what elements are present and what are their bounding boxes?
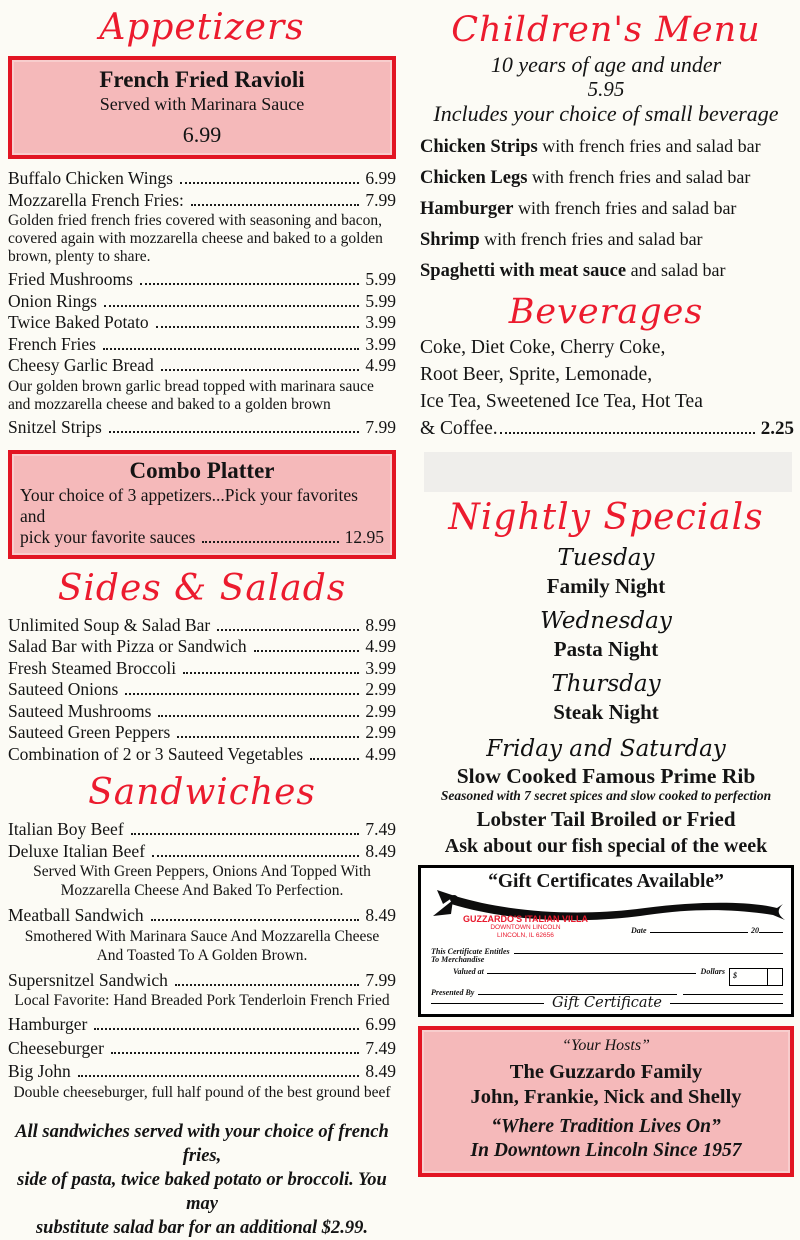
dot-leader bbox=[158, 715, 359, 717]
menu-item-row bbox=[8, 819, 396, 841]
dot-leader bbox=[109, 431, 360, 433]
hosts-names: John, Frankie, Nick and Shelly bbox=[470, 1086, 742, 1108]
dot-leader bbox=[103, 348, 359, 350]
item-name: Mozzarella French Fries: bbox=[8, 189, 184, 210]
childrens-beverage-note: Includes your choice of small beverage bbox=[433, 101, 779, 126]
gift-certificate-script-label: Gift Certificate bbox=[552, 995, 662, 1011]
gift-certificate-title: “Gift Certificates Available” bbox=[488, 871, 724, 892]
dot-leader bbox=[310, 758, 359, 760]
item-price: 2.99 bbox=[365, 722, 396, 742]
dot-leader bbox=[94, 1028, 359, 1030]
item-name: Salad Bar with Pizza or Sandwich bbox=[8, 636, 247, 656]
menu-item-row bbox=[8, 190, 396, 212]
menu-right-column bbox=[418, 0, 794, 1177]
childrens-item bbox=[420, 166, 794, 189]
combo-platter-box bbox=[8, 450, 396, 559]
menu-item-row bbox=[8, 417, 396, 439]
sandwich-footer-note bbox=[8, 1120, 396, 1240]
item-name: Big John bbox=[8, 1061, 71, 1081]
scan-artifact-block bbox=[424, 452, 792, 492]
menu-item-row bbox=[8, 1038, 396, 1060]
special-name: Pasta Night bbox=[553, 637, 659, 661]
item-price: 4.99 bbox=[365, 636, 396, 656]
item-name: Buffalo Chicken Wings bbox=[8, 168, 173, 188]
menu-item-row bbox=[8, 355, 396, 377]
signature-fill-line bbox=[683, 985, 783, 995]
special-name: Family Night bbox=[546, 574, 666, 598]
special-day: Thursday bbox=[551, 671, 661, 697]
item-description: Golden fried french fries covered with seasoning and bacon, covered again with mozzarella cheese and baked to a golden brown, plenty to share. bbox=[8, 212, 383, 265]
item-price: 8.49 bbox=[365, 840, 396, 861]
item-price: 5.99 bbox=[365, 269, 396, 289]
item-price: 3.99 bbox=[365, 312, 396, 332]
beverage-line: & Coffee. bbox=[420, 418, 498, 439]
dot-leader bbox=[500, 432, 755, 434]
item-price: 6.99 bbox=[365, 168, 396, 188]
special-day: Wednesday bbox=[540, 608, 672, 634]
item-name: Hamburger bbox=[8, 1014, 88, 1034]
date-label: Date bbox=[631, 926, 647, 935]
childrens-price: 5.95 bbox=[587, 77, 625, 101]
date-fill-line bbox=[650, 923, 748, 933]
item-name: Unlimited Soup & Salad Bar bbox=[8, 614, 211, 635]
item-price: 2.99 bbox=[365, 679, 396, 699]
cents-cell bbox=[768, 969, 782, 985]
dot-leader bbox=[254, 650, 360, 652]
hosts-tagline: “Where Tradition Lives On” bbox=[491, 1116, 721, 1137]
childrens-item-detail: with french fries and salad bar bbox=[537, 136, 761, 156]
special-name: Lobster Tail Broiled or Fried bbox=[476, 807, 736, 831]
beverage-price: 2.25 bbox=[760, 418, 794, 439]
dot-leader bbox=[191, 204, 359, 206]
childrens-item bbox=[420, 259, 794, 282]
special-day: Friday and Saturday bbox=[486, 736, 726, 762]
featured-price: 6.99 bbox=[182, 122, 222, 147]
menu-item-row bbox=[8, 905, 396, 927]
item-description: Served With Green Peppers, Onions And Topped With bbox=[33, 863, 371, 880]
menu-item-row bbox=[8, 658, 396, 680]
featured-title: French Fried Ravioli bbox=[99, 67, 305, 92]
childrens-item-detail: with french fries and salad bar bbox=[513, 198, 737, 218]
special-day: Tuesday bbox=[557, 545, 655, 571]
dot-leader bbox=[183, 672, 359, 674]
certificate-valued-row bbox=[453, 964, 783, 982]
sandwiches-heading: Sandwiches bbox=[88, 772, 316, 813]
menu-item-row bbox=[8, 722, 396, 744]
dot-leader bbox=[177, 736, 359, 738]
your-hosts-box bbox=[418, 1026, 794, 1177]
dot-leader bbox=[217, 629, 359, 631]
business-address: DOWNTOWN LINCOLN bbox=[490, 924, 561, 931]
beverage-line: Ice Tea, Sweetened Ice Tea, Hot Tea bbox=[420, 391, 703, 412]
childrens-item-name: Spaghetti with meat sauce bbox=[420, 261, 627, 281]
beverage-line: Root Beer, Sprite, Lemonade, bbox=[420, 364, 653, 385]
sides-items bbox=[8, 615, 396, 766]
item-name: Snitzel Strips bbox=[8, 416, 102, 437]
year-fill-line bbox=[759, 923, 783, 933]
item-price: 8.99 bbox=[365, 614, 396, 635]
item-price: 7.99 bbox=[365, 969, 396, 990]
footer-rule bbox=[670, 1002, 783, 1004]
business-address: LINCOLN, IL 62656 bbox=[497, 931, 554, 939]
dot-leader bbox=[111, 1052, 359, 1054]
certificate-business-block bbox=[463, 914, 588, 939]
dot-leader bbox=[202, 541, 338, 543]
dot-leader bbox=[78, 1075, 360, 1077]
special-name: Slow Cooked Famous Prime Rib bbox=[456, 764, 756, 788]
dot-leader bbox=[140, 283, 359, 285]
business-name: GUZZARDO'S ITALIAN VILLA bbox=[463, 914, 588, 924]
item-price: 4.99 bbox=[365, 743, 396, 764]
childrens-item bbox=[420, 135, 794, 158]
item-name: Combination of 2 or 3 Sauteed Vegetables bbox=[8, 743, 304, 764]
beverage-line: Coke, Diet Coke, Cherry Coke, bbox=[420, 337, 666, 358]
combo-price: 12.95 bbox=[344, 527, 384, 547]
item-price: 7.99 bbox=[365, 189, 396, 210]
item-description: Local Favorite: Hand Breaded Pork Tenderloin French Fried bbox=[14, 992, 390, 1009]
gift-certificate-box bbox=[418, 865, 794, 1017]
beverage-price-row bbox=[420, 415, 794, 442]
menu-item-row bbox=[8, 1061, 396, 1083]
childrens-item-name: Shrimp bbox=[420, 230, 480, 250]
hosts-tagline: In Downtown Lincoln Since 1957 bbox=[470, 1140, 742, 1161]
menu-item-row bbox=[8, 744, 396, 766]
special-detail: Seasoned with 7 secret spices and slow cooked to perfection bbox=[440, 788, 772, 803]
item-description: Smothered With Marinara Sauce And Mozzarella Cheese bbox=[24, 927, 380, 945]
dot-leader bbox=[152, 855, 359, 857]
footer-rule bbox=[431, 1002, 544, 1004]
item-name: Deluxe Italian Beef bbox=[8, 840, 146, 861]
presented-label: Presented By bbox=[431, 988, 475, 997]
special-note: Ask about our fish special of the week bbox=[444, 835, 768, 857]
item-name: Sauteed Green Peppers bbox=[8, 722, 171, 742]
menu-item-row bbox=[8, 291, 396, 313]
nightly-specials-heading: Nightly Specials bbox=[448, 497, 764, 538]
presented-fill-line bbox=[478, 985, 677, 995]
childrens-item-name: Chicken Legs bbox=[420, 168, 528, 188]
item-name: Twice Baked Potato bbox=[8, 312, 149, 332]
menu-item-row bbox=[8, 841, 396, 863]
featured-subtitle: Served with Marinara Sauce bbox=[99, 94, 305, 114]
menu-item-row bbox=[8, 701, 396, 723]
menu-item-row bbox=[8, 1014, 396, 1036]
menu-item-row bbox=[8, 970, 396, 992]
dot-leader bbox=[175, 984, 359, 986]
dot-leader bbox=[131, 833, 360, 835]
item-name: French Fries bbox=[8, 333, 96, 354]
item-name: Meatball Sandwich bbox=[8, 905, 144, 925]
combo-line2: pick your favorite sauces bbox=[20, 527, 196, 547]
dot-leader bbox=[104, 305, 359, 307]
dollar-sign: $ bbox=[730, 969, 768, 985]
item-name: Sauteed Onions bbox=[8, 679, 119, 699]
menu-item-row bbox=[8, 269, 396, 291]
childrens-item-name: Chicken Strips bbox=[420, 137, 538, 157]
menu-item-row bbox=[8, 312, 396, 334]
item-price: 6.99 bbox=[365, 1014, 396, 1034]
item-price: 2.99 bbox=[365, 700, 396, 721]
item-name: Onion Rings bbox=[8, 290, 97, 311]
item-price: 3.99 bbox=[365, 657, 396, 678]
merchandise-label: To Merchandise bbox=[431, 955, 485, 964]
item-price: 4.99 bbox=[365, 355, 396, 375]
dot-leader bbox=[180, 182, 359, 184]
entitles-fill-line bbox=[514, 944, 783, 954]
childrens-items bbox=[418, 135, 794, 282]
item-name: Italian Boy Beef bbox=[8, 819, 124, 839]
valued-fill-line bbox=[487, 964, 696, 974]
dollar-amount-box bbox=[729, 968, 783, 986]
sides-salads-heading: Sides & Salads bbox=[57, 567, 347, 609]
combo-price-row bbox=[20, 527, 384, 549]
item-description: And Toasted To A Golden Brown. bbox=[96, 946, 308, 964]
item-price: 8.49 bbox=[365, 1061, 396, 1081]
item-name: Fresh Steamed Broccoli bbox=[8, 657, 177, 678]
item-price: 8.49 bbox=[365, 905, 396, 925]
childrens-item-detail: with french fries and salad bar bbox=[527, 167, 751, 187]
certificate-footer-row bbox=[431, 995, 783, 1011]
childrens-menu-heading: Children's Menu bbox=[451, 10, 761, 50]
item-price: 7.49 bbox=[365, 1037, 396, 1058]
item-name: Fried Mushrooms bbox=[8, 269, 133, 289]
menu-item-row bbox=[8, 636, 396, 658]
appetizers-heading: Appetizers bbox=[99, 7, 305, 48]
combo-title: Combo Platter bbox=[129, 458, 275, 483]
item-price: 7.49 bbox=[365, 819, 396, 839]
footer-line: All sandwiches served with your choice of french fries, bbox=[15, 1121, 389, 1166]
special-name: Steak Night bbox=[553, 700, 659, 724]
item-name: Cheeseburger bbox=[8, 1037, 104, 1058]
childrens-age-note: 10 years of age and under bbox=[490, 52, 722, 77]
menu-item-row bbox=[8, 168, 396, 190]
item-price: 3.99 bbox=[365, 333, 396, 354]
childrens-item bbox=[420, 228, 794, 251]
year-label: 20 bbox=[751, 926, 759, 935]
item-name: Sauteed Mushrooms bbox=[8, 700, 152, 721]
menu-left-column bbox=[8, 0, 396, 1240]
item-description: Double cheeseburger, full half pound of the best ground beef bbox=[13, 1083, 391, 1101]
item-description: Mozzarella Cheese And Baked To Perfection. bbox=[60, 882, 344, 899]
sandwich-items bbox=[8, 819, 396, 1102]
childrens-item-name: Hamburger bbox=[420, 199, 514, 219]
childrens-item-detail: and salad bar bbox=[626, 260, 726, 280]
dollars-label: Dollars bbox=[700, 967, 725, 976]
footer-line: side of pasta, twice baked potato or broccoli. You may bbox=[17, 1169, 387, 1214]
dot-leader bbox=[156, 326, 360, 328]
featured-ravioli-box bbox=[8, 56, 396, 159]
item-name: Supersnitzel Sandwich bbox=[8, 969, 168, 990]
combo-line1: Your choice of 3 appetizers...Pick your favorites and bbox=[20, 485, 358, 526]
childrens-item bbox=[420, 197, 794, 220]
appetizer-items bbox=[8, 168, 396, 438]
childrens-item-detail: with french fries and salad bar bbox=[479, 229, 703, 249]
item-description: Our golden brown garlic bread topped with marinara sauce and mozzarella cheese and baked to a golden brown bbox=[8, 377, 374, 413]
dot-leader bbox=[161, 369, 360, 371]
dot-leader bbox=[125, 693, 359, 695]
menu-item-row bbox=[8, 615, 396, 637]
beverages-heading: Beverages bbox=[508, 292, 704, 332]
certificate-date-row bbox=[631, 923, 783, 935]
dot-leader bbox=[151, 919, 360, 921]
menu-item-row bbox=[8, 679, 396, 701]
valued-label: Valued at bbox=[453, 967, 484, 976]
item-name: Cheesy Garlic Bread bbox=[8, 355, 154, 375]
hosts-family: The Guzzardo Family bbox=[509, 1061, 703, 1083]
footer-line: substitute salad bar for an additional $2.99. bbox=[35, 1217, 369, 1238]
item-price: 7.99 bbox=[365, 416, 396, 437]
hosts-quote: “Your Hosts” bbox=[562, 1037, 650, 1054]
menu-item-row bbox=[8, 334, 396, 356]
item-price: 5.99 bbox=[365, 290, 396, 311]
entitles-label: This Certificate Entitles bbox=[431, 947, 510, 956]
